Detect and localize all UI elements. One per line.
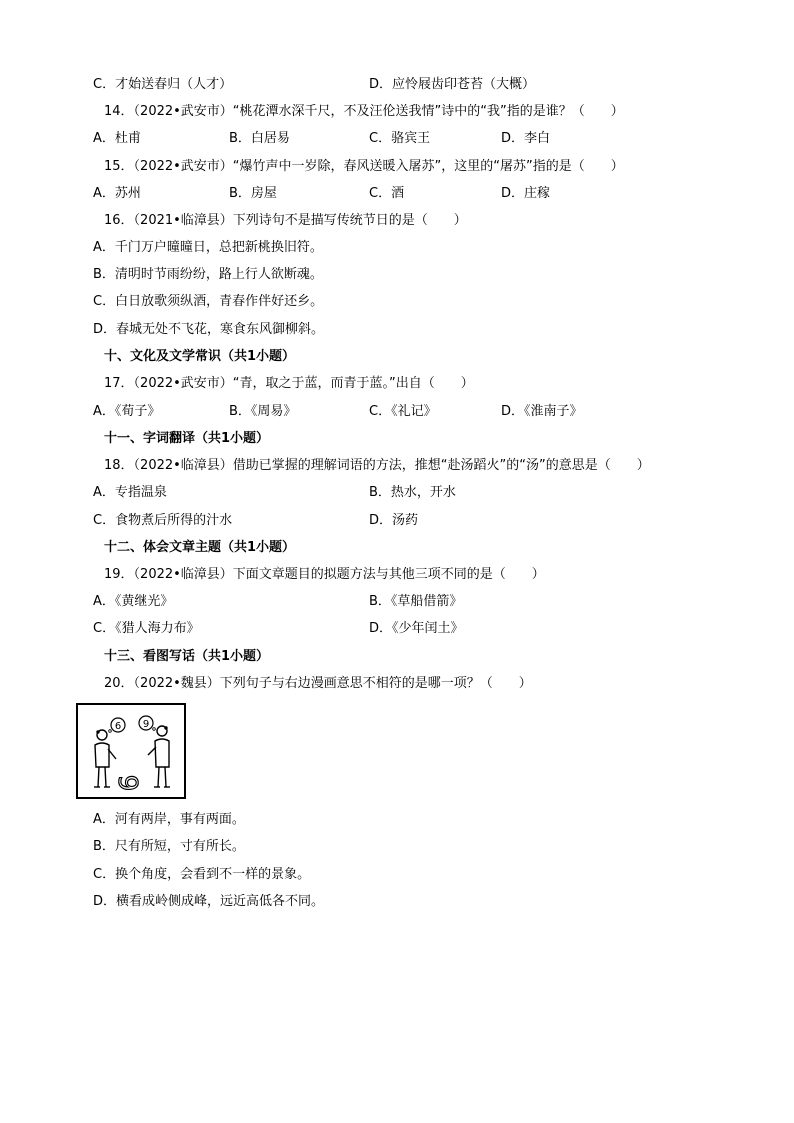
q17-option-a[interactable]: A．《荀子》 (93, 404, 161, 419)
section-heading-12: 十二、体会文章主题（共1小题） (104, 540, 296, 555)
q19-option-a[interactable]: A．《黄继光》 (93, 594, 174, 609)
q17-stem: 17．（2022•武安市）“青，取之于蓝，而青于蓝。”出自（ ） (104, 376, 474, 391)
q15-option-c[interactable]: C．酒 (369, 186, 405, 201)
q16-stem: 16．（2021•临漳县）下列诗句不是描写传统节日的是（ ） (104, 213, 467, 228)
q20-option-a[interactable]: A．河有两岸，事有两面。 (93, 812, 245, 827)
q15-options (93, 185, 713, 203)
q15-option-a[interactable]: A．苏州 (93, 186, 141, 201)
q19-stem: 19．（2022•临漳县）下面文章题目的拟题方法与其他三项不同的是（ ） (104, 567, 545, 582)
q14-stem: 14．（2022•武安市）“桃花潭水深千尺，不及汪伦送我情”诗中的“我”指的是谁？（ ） (104, 104, 624, 119)
q18-option-d[interactable]: D．汤药 (369, 513, 419, 528)
section-heading-10: 十、文化及文学常识（共1小题） (104, 349, 296, 364)
q16-option-a[interactable]: A．千门万户曈曈日，总把新桃换旧符。 (93, 240, 323, 255)
cartoon-drawing (78, 705, 184, 797)
q18-option-b[interactable]: B．热水，开水 (369, 485, 456, 500)
q20-stem: 20．（2022•魏县）下列句子与右边漫画意思不相符的是哪一项？（ ） (104, 676, 532, 691)
q14-option-b[interactable]: B．白居易 (229, 131, 290, 146)
left-bubble-digit: 6 (114, 721, 122, 732)
q20-option-b[interactable]: B．尺有所短，寸有所长。 (93, 839, 245, 854)
q20-option-c[interactable]: C．换个角度，会看到不一样的景象。 (93, 867, 311, 882)
q19-options-row1 (93, 593, 713, 611)
right-bubble-digit: 9 (142, 719, 150, 730)
q15-option-b[interactable]: B．房屋 (229, 186, 277, 201)
q19-option-d[interactable]: D．《少年闰土》 (369, 621, 464, 636)
q14-option-c[interactable]: C．骆宾王 (369, 131, 431, 146)
q14-option-d[interactable]: D．李白 (501, 131, 551, 146)
q20-option-d[interactable]: D．横看成岭侧成峰，远近高低各不同。 (93, 894, 325, 909)
q15-option-d[interactable]: D．庄稼 (501, 186, 551, 201)
q17-option-b[interactable]: B．《周易》 (229, 404, 297, 419)
q18-stem: 18．（2022•临漳县）借助已掌握的理解词语的方法，推想“赴汤蹈火”的“汤”的意思是（ ） (104, 458, 650, 473)
q19-option-c[interactable]: C．《猎人海力布》 (93, 621, 200, 636)
section-heading-11: 十一、字词翻译（共1小题） (104, 431, 270, 446)
right-speech-bubble (139, 716, 155, 730)
q16-option-d[interactable]: D．春城无处不飞花，寒食东风御柳斜。 (93, 322, 325, 337)
cartoon-image (76, 703, 186, 799)
section-heading-13: 十三、看图写话（共1小题） (104, 649, 270, 664)
q18-options-row2 (93, 512, 713, 530)
q19-options-row2 (93, 620, 713, 638)
floor-digit: 6 (115, 774, 145, 792)
q17-option-d[interactable]: D．《淮南子》 (501, 404, 583, 419)
q19-option-b[interactable]: B．《草船借箭》 (369, 594, 463, 609)
left-speech-bubble (109, 718, 125, 732)
q15-stem: 15．（2022•武安市）“爆竹声中一岁除，春风送暖入屠苏”，这里的“屠苏”指的是（ ） (104, 159, 624, 174)
q14-option-a[interactable]: A．杜甫 (93, 131, 141, 146)
q13-option-c[interactable]: C．才始送春归（人才） (93, 77, 233, 92)
right-person-figure (148, 726, 170, 787)
left-person-figure (94, 730, 116, 787)
q17-option-c[interactable]: C．《礼记》 (369, 404, 437, 419)
q16-option-b[interactable]: B．清明时节雨纷纷，路上行人欲断魂。 (93, 267, 323, 282)
q18-options-row1 (93, 484, 713, 502)
q13-option-d[interactable]: D．应怜屐齿印苍苔（大概） (369, 77, 536, 92)
q16-option-c[interactable]: C．白日放歌须纵酒，青春作伴好还乡。 (93, 294, 324, 309)
q17-options (93, 403, 713, 421)
q13-options (93, 76, 713, 94)
q18-option-c[interactable]: C．食物煮后所得的汁水 (93, 513, 233, 528)
q14-options (93, 130, 713, 148)
q18-option-a[interactable]: A．专指温泉 (93, 485, 167, 500)
